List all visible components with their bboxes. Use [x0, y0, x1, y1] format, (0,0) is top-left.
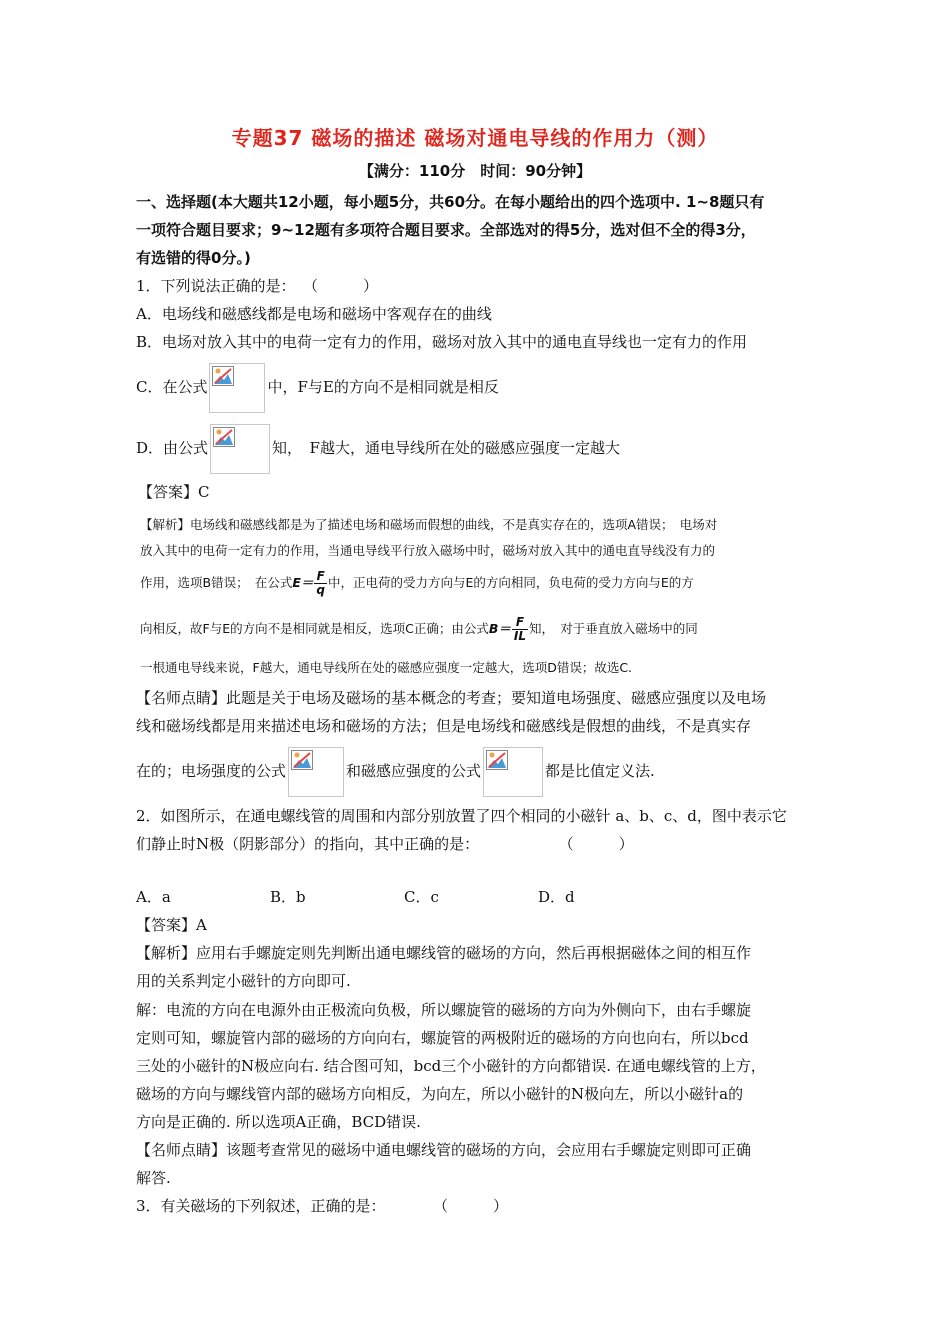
option-text: 中，F与E的方向不是相同就是相反 [267, 378, 499, 396]
solution-line: 定则可知，螺旋管内部的磁场的方向向右，螺旋管的两极附近的磁场的方向也向右，所以bcd [136, 1029, 749, 1047]
option-text: C．在公式 [136, 378, 208, 396]
question-2-stem [136, 834, 816, 854]
option-b: B．电场对放入其中的电荷一定有力的作用，磁场对放入其中的通电直导线也一定有力的作用 [136, 333, 748, 351]
explanation-text: 知， 对于垂直放入磁场中的同 [528, 621, 698, 636]
option-c [136, 361, 816, 413]
solution-line: 磁场的方向与螺线管内部的磁场方向相反，为向左，所以小磁针的N极向左，所以小磁针a的 [136, 1085, 744, 1103]
question-3-stem [136, 1196, 816, 1216]
solution-line: 方向是正确的. 所以选项A正确，BCD错误. [136, 1113, 421, 1131]
question-text: 1．下列说法正确的是： [136, 277, 296, 295]
explanation-text: 向相反，故F与E的方向不是相同就是相反，选项C正确；由公式 [140, 621, 489, 636]
fraction-f-over-q: $\frac{F}{q}$ [316, 569, 325, 597]
section-instructions-line: 有选错的得0分。) [136, 249, 251, 267]
answer-bracket-close: ） [618, 835, 634, 853]
option-d: D．d [538, 888, 575, 906]
explanation-line: 【解析】电场线和磁感线都是为了描述电场和磁场而假想的曲线，不是真实存在的，选项A错误； 电场对 [140, 517, 718, 532]
formula-b: B＝ [488, 621, 511, 636]
formula-image-icon [483, 747, 543, 797]
section-instructions-line: 一、选择题(本大题共12小题，每小题5分，共60分。在每小题给出的四个选项中. 1~8题只有 [136, 193, 765, 211]
answer-label: 【答案】A [136, 916, 207, 934]
fraction-f-over-il: $\frac{F}{IL}$ [513, 615, 526, 643]
question-2-options [136, 887, 816, 907]
tip-text: 在的；电场强度的公式 [136, 762, 287, 780]
explanation-line: 放入其中的电荷一定有力的作用，当通电导线平行放入磁场中时，磁场对放入其中的通电直导线没有力的 [140, 543, 716, 558]
answer-bracket-open: （ [433, 1197, 449, 1215]
score-time-info: 【满分：110分 时间：90分钟】 [358, 162, 592, 180]
tip-line: 解答. [136, 1169, 171, 1187]
formula-image-icon [210, 424, 270, 474]
tip-text: 都是比值定义法. [545, 762, 655, 780]
tip-line: 【名师点睛】该题考查常见的磁场中通电螺线管的磁场的方向，会应用右手螺旋定则即可正确 [136, 1141, 752, 1159]
formula-image-icon [288, 747, 344, 797]
question-text: 3．有关磁场的下列叙述，正确的是： [136, 1197, 386, 1215]
question-2-stem: 2．如图所示，在通电螺线管的周围和内部分别放置了四个相同的小磁针 a、b、c、d，图中表示它 [136, 807, 787, 825]
explanation-text: 中，正电荷的受力方向与E的方向相同，负电荷的受力方向与E的方 [327, 575, 694, 590]
explanation-text: 作用，选项B错误； 在公式 [140, 575, 293, 590]
option-text: 知， F越大，通电导线所在处的磁感应强度一定越大 [272, 439, 620, 457]
formula-e: E＝ [292, 575, 314, 590]
option-d [136, 422, 816, 474]
option-b: B．b [270, 888, 306, 906]
option-a: A．a [136, 888, 171, 906]
question-text: 们静止时N极（阴影部分）的指向，其中正确的是： [136, 835, 480, 853]
answer-bracket-open: （ [303, 277, 319, 295]
explanation-line: 用的关系判定小磁针的方向即可. [136, 972, 351, 990]
explanation-line [140, 614, 820, 644]
answer-label: 【答案】C [138, 483, 210, 501]
tip-line: 【名师点睛】此题是关于电场及磁场的基本概念的考查；要知道电场强度、磁感应强度以及电场 [136, 689, 767, 707]
question-1-stem [136, 276, 816, 296]
section-instructions-line: 一项符合题目要求；9~12题有多项符合题目要求。全部选对的得5分，选对但不全的得3分， [136, 221, 756, 239]
tip-line: 线和磁场线都是用来描述电场和磁场的方法；但是电场线和磁感线是假想的曲线，不是真实存 [136, 717, 752, 735]
page-title: 专题37 磁场的描述 磁场对通电导线的作用力（测） [231, 126, 719, 150]
explanation-line [140, 568, 820, 598]
solution-line: 三处的小磁针的N极应向右. 结合图可知，bcd三个小磁针的方向都错误. 在通电螺线管的上方， [136, 1057, 766, 1075]
answer-bracket-open: （ [558, 835, 574, 853]
explanation-line: 一根通电导线来说，F越大，通电导线所在处的磁感应强度一定越大，选项D错误；故选C. [140, 660, 633, 675]
explanation-line: 【解析】应用右手螺旋定则先判断出通电螺线管的磁场的方向，然后再根据磁体之间的相互作 [136, 944, 752, 962]
answer-bracket-close: ） [363, 277, 379, 295]
formula-image-icon [209, 363, 265, 413]
option-c: C．c [404, 888, 439, 906]
tip-line [136, 745, 816, 797]
tip-text: 和磁感应强度的公式 [346, 762, 482, 780]
solution-line: 解：电流的方向在电源外由正极流向负极，所以螺旋管的磁场的方向为外侧向下，由右手螺旋 [136, 1001, 752, 1019]
answer-bracket-close: ） [493, 1197, 509, 1215]
option-a: A．电场线和磁感线都是电场和磁场中客观存在的曲线 [136, 305, 492, 323]
option-text: D．由公式 [136, 439, 209, 457]
